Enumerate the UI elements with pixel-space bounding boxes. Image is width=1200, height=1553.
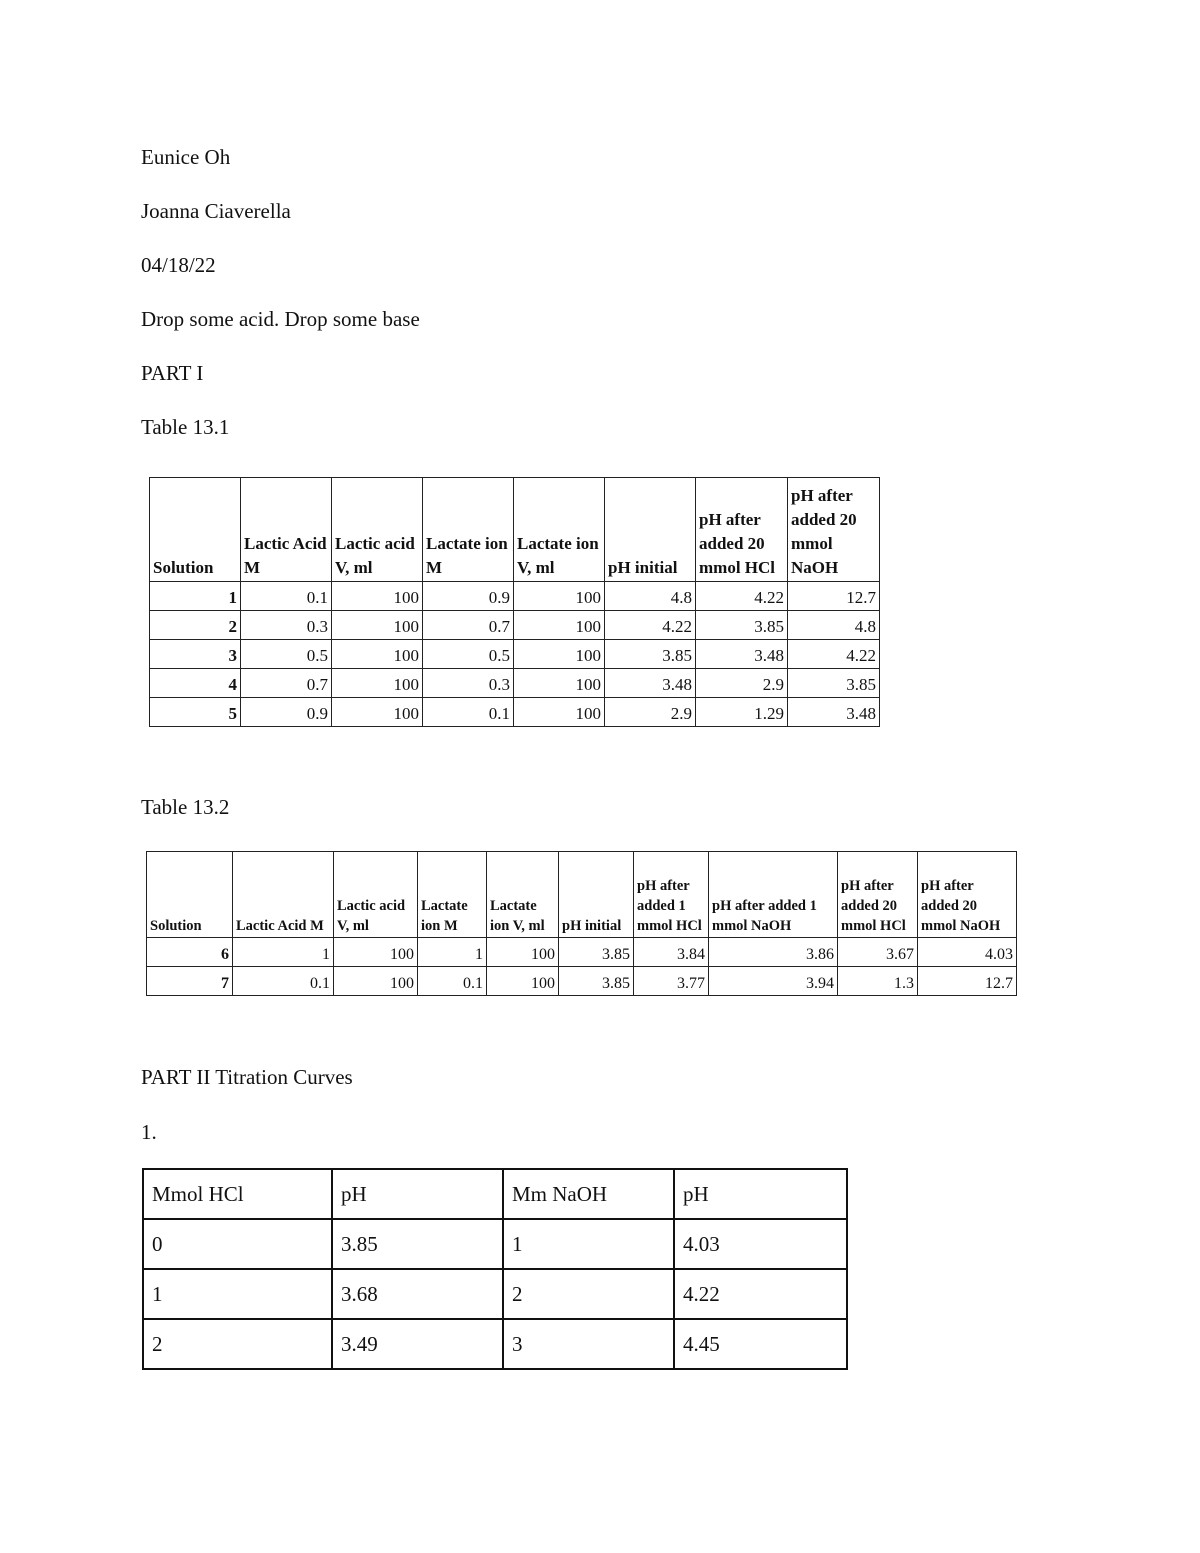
table-cell: 3.77 bbox=[634, 967, 709, 996]
table-cell: 1 bbox=[233, 938, 334, 967]
table-cell: 2 bbox=[143, 1319, 332, 1369]
table-header-row bbox=[147, 852, 1017, 938]
table-row bbox=[150, 582, 880, 611]
table-cell: 4.8 bbox=[788, 611, 880, 640]
table-cell: 3.85 bbox=[605, 640, 696, 669]
table-cell: 3.48 bbox=[788, 698, 880, 727]
table-cell: 0.3 bbox=[423, 669, 514, 698]
header-cell: pH bbox=[332, 1169, 503, 1219]
table-cell: 3.67 bbox=[838, 938, 918, 967]
table-row bbox=[150, 640, 880, 669]
table-cell: 3.85 bbox=[559, 967, 634, 996]
table-cell: 3.85 bbox=[788, 669, 880, 698]
header-cell: pH after added 20 mmol HCl bbox=[838, 852, 918, 938]
table-row bbox=[150, 698, 880, 727]
table-13-1 bbox=[149, 477, 880, 727]
header-cell: Lactate ion M bbox=[418, 852, 487, 938]
table-row bbox=[147, 938, 1017, 967]
table-cell: 100 bbox=[487, 967, 559, 996]
table-cell: 100 bbox=[332, 582, 423, 611]
table-header-row bbox=[150, 478, 880, 582]
header-cell: pH bbox=[674, 1169, 847, 1219]
table-cell: 1 bbox=[503, 1219, 674, 1269]
table-cell: 100 bbox=[514, 640, 605, 669]
header-cell: pH after added 20 mmol NaOH bbox=[918, 852, 1017, 938]
header-cell: Mmol HCl bbox=[143, 1169, 332, 1219]
table-cell: 0.7 bbox=[241, 669, 332, 698]
table-cell: 0.9 bbox=[241, 698, 332, 727]
partner-name: Joanna Ciaverella bbox=[141, 199, 291, 223]
table-cell: 3.68 bbox=[332, 1269, 503, 1319]
table-cell: 0 bbox=[143, 1219, 332, 1269]
document-title: Drop some acid. Drop some base bbox=[141, 307, 420, 331]
table-cell: 4.03 bbox=[674, 1219, 847, 1269]
table-cell: 3.48 bbox=[696, 640, 788, 669]
table-row bbox=[150, 669, 880, 698]
table-cell: 1 bbox=[150, 582, 241, 611]
header-cell: pH after added 1 mmol NaOH bbox=[709, 852, 838, 938]
table-cell: 0.7 bbox=[423, 611, 514, 640]
table-cell: 3.48 bbox=[605, 669, 696, 698]
table-cell: 2.9 bbox=[605, 698, 696, 727]
header-cell: Lactate ion M bbox=[423, 478, 514, 582]
table-cell: 4.22 bbox=[605, 611, 696, 640]
header-cell: pH initial bbox=[559, 852, 634, 938]
table-cell: 100 bbox=[332, 669, 423, 698]
table-cell: 12.7 bbox=[918, 967, 1017, 996]
table-cell: 4.22 bbox=[788, 640, 880, 669]
table-cell: 4.22 bbox=[674, 1269, 847, 1319]
table-row bbox=[143, 1219, 847, 1269]
titration-table bbox=[142, 1168, 848, 1370]
table-cell: 4 bbox=[150, 669, 241, 698]
part1-heading: PART I bbox=[141, 361, 204, 385]
table-cell: 5 bbox=[150, 698, 241, 727]
table-cell: 100 bbox=[487, 938, 559, 967]
header-cell: pH after added 20 mmol HCl bbox=[696, 478, 788, 582]
table-cell: 6 bbox=[147, 938, 233, 967]
table-cell: 100 bbox=[334, 938, 418, 967]
header-cell: Lactic Acid M bbox=[241, 478, 332, 582]
table-cell: 100 bbox=[514, 611, 605, 640]
table-cell: 0.5 bbox=[241, 640, 332, 669]
header-cell: Solution bbox=[147, 852, 233, 938]
table-cell: 1 bbox=[143, 1269, 332, 1319]
table-cell: 100 bbox=[332, 640, 423, 669]
table-cell: 100 bbox=[514, 698, 605, 727]
table-cell: 4.8 bbox=[605, 582, 696, 611]
table-cell: 0.1 bbox=[423, 698, 514, 727]
table-cell: 3 bbox=[503, 1319, 674, 1369]
table-cell: 0.1 bbox=[241, 582, 332, 611]
table2-caption: Table 13.2 bbox=[141, 795, 230, 819]
table-cell: 100 bbox=[332, 698, 423, 727]
table-cell: 4.45 bbox=[674, 1319, 847, 1369]
table-cell: 2 bbox=[503, 1269, 674, 1319]
header-cell: Solution bbox=[150, 478, 241, 582]
table1-caption: Table 13.1 bbox=[141, 415, 230, 439]
table-cell: 4.22 bbox=[696, 582, 788, 611]
table-cell: 100 bbox=[334, 967, 418, 996]
header-cell: pH after added 20 mmol NaOH bbox=[788, 478, 880, 582]
table-cell: 2 bbox=[150, 611, 241, 640]
header-cell: Lactate ion V, ml bbox=[514, 478, 605, 582]
table-cell: 100 bbox=[514, 669, 605, 698]
table-cell: 3 bbox=[150, 640, 241, 669]
table-header-row bbox=[143, 1169, 847, 1219]
table-cell: 3.85 bbox=[332, 1219, 503, 1269]
table-cell: 3.94 bbox=[709, 967, 838, 996]
table-cell: 1.3 bbox=[838, 967, 918, 996]
table-cell: 100 bbox=[514, 582, 605, 611]
table-row bbox=[143, 1269, 847, 1319]
table-cell: 3.84 bbox=[634, 938, 709, 967]
header-cell: Lactic acid V, ml bbox=[334, 852, 418, 938]
table-13-2 bbox=[146, 851, 1017, 996]
table-row bbox=[147, 967, 1017, 996]
header-cell: Lactic acid V, ml bbox=[332, 478, 423, 582]
table-cell: 7 bbox=[147, 967, 233, 996]
table-cell: 2.9 bbox=[696, 669, 788, 698]
header-cell: Lactic Acid M bbox=[233, 852, 334, 938]
table-cell: 0.9 bbox=[423, 582, 514, 611]
header-cell: pH after added 1 mmol HCl bbox=[634, 852, 709, 938]
table-cell: 3.85 bbox=[559, 938, 634, 967]
header-cell: Lactate ion V, ml bbox=[487, 852, 559, 938]
table-cell: 3.49 bbox=[332, 1319, 503, 1369]
table-cell: 12.7 bbox=[788, 582, 880, 611]
header-cell: pH initial bbox=[605, 478, 696, 582]
table-cell: 0.5 bbox=[423, 640, 514, 669]
header-cell: Mm NaOH bbox=[503, 1169, 674, 1219]
date: 04/18/22 bbox=[141, 253, 216, 277]
table-cell: 0.1 bbox=[418, 967, 487, 996]
table-row bbox=[143, 1319, 847, 1369]
table-cell: 3.85 bbox=[696, 611, 788, 640]
table-cell: 1.29 bbox=[696, 698, 788, 727]
part2-heading: PART II Titration Curves bbox=[141, 1065, 353, 1089]
table-cell: 100 bbox=[332, 611, 423, 640]
table-cell: 0.3 bbox=[241, 611, 332, 640]
table-cell: 1 bbox=[418, 938, 487, 967]
table-row bbox=[150, 611, 880, 640]
table-cell: 4.03 bbox=[918, 938, 1017, 967]
table-cell: 3.86 bbox=[709, 938, 838, 967]
table-cell: 0.1 bbox=[233, 967, 334, 996]
author-name: Eunice Oh bbox=[141, 145, 231, 169]
item-number: 1. bbox=[141, 1120, 157, 1144]
